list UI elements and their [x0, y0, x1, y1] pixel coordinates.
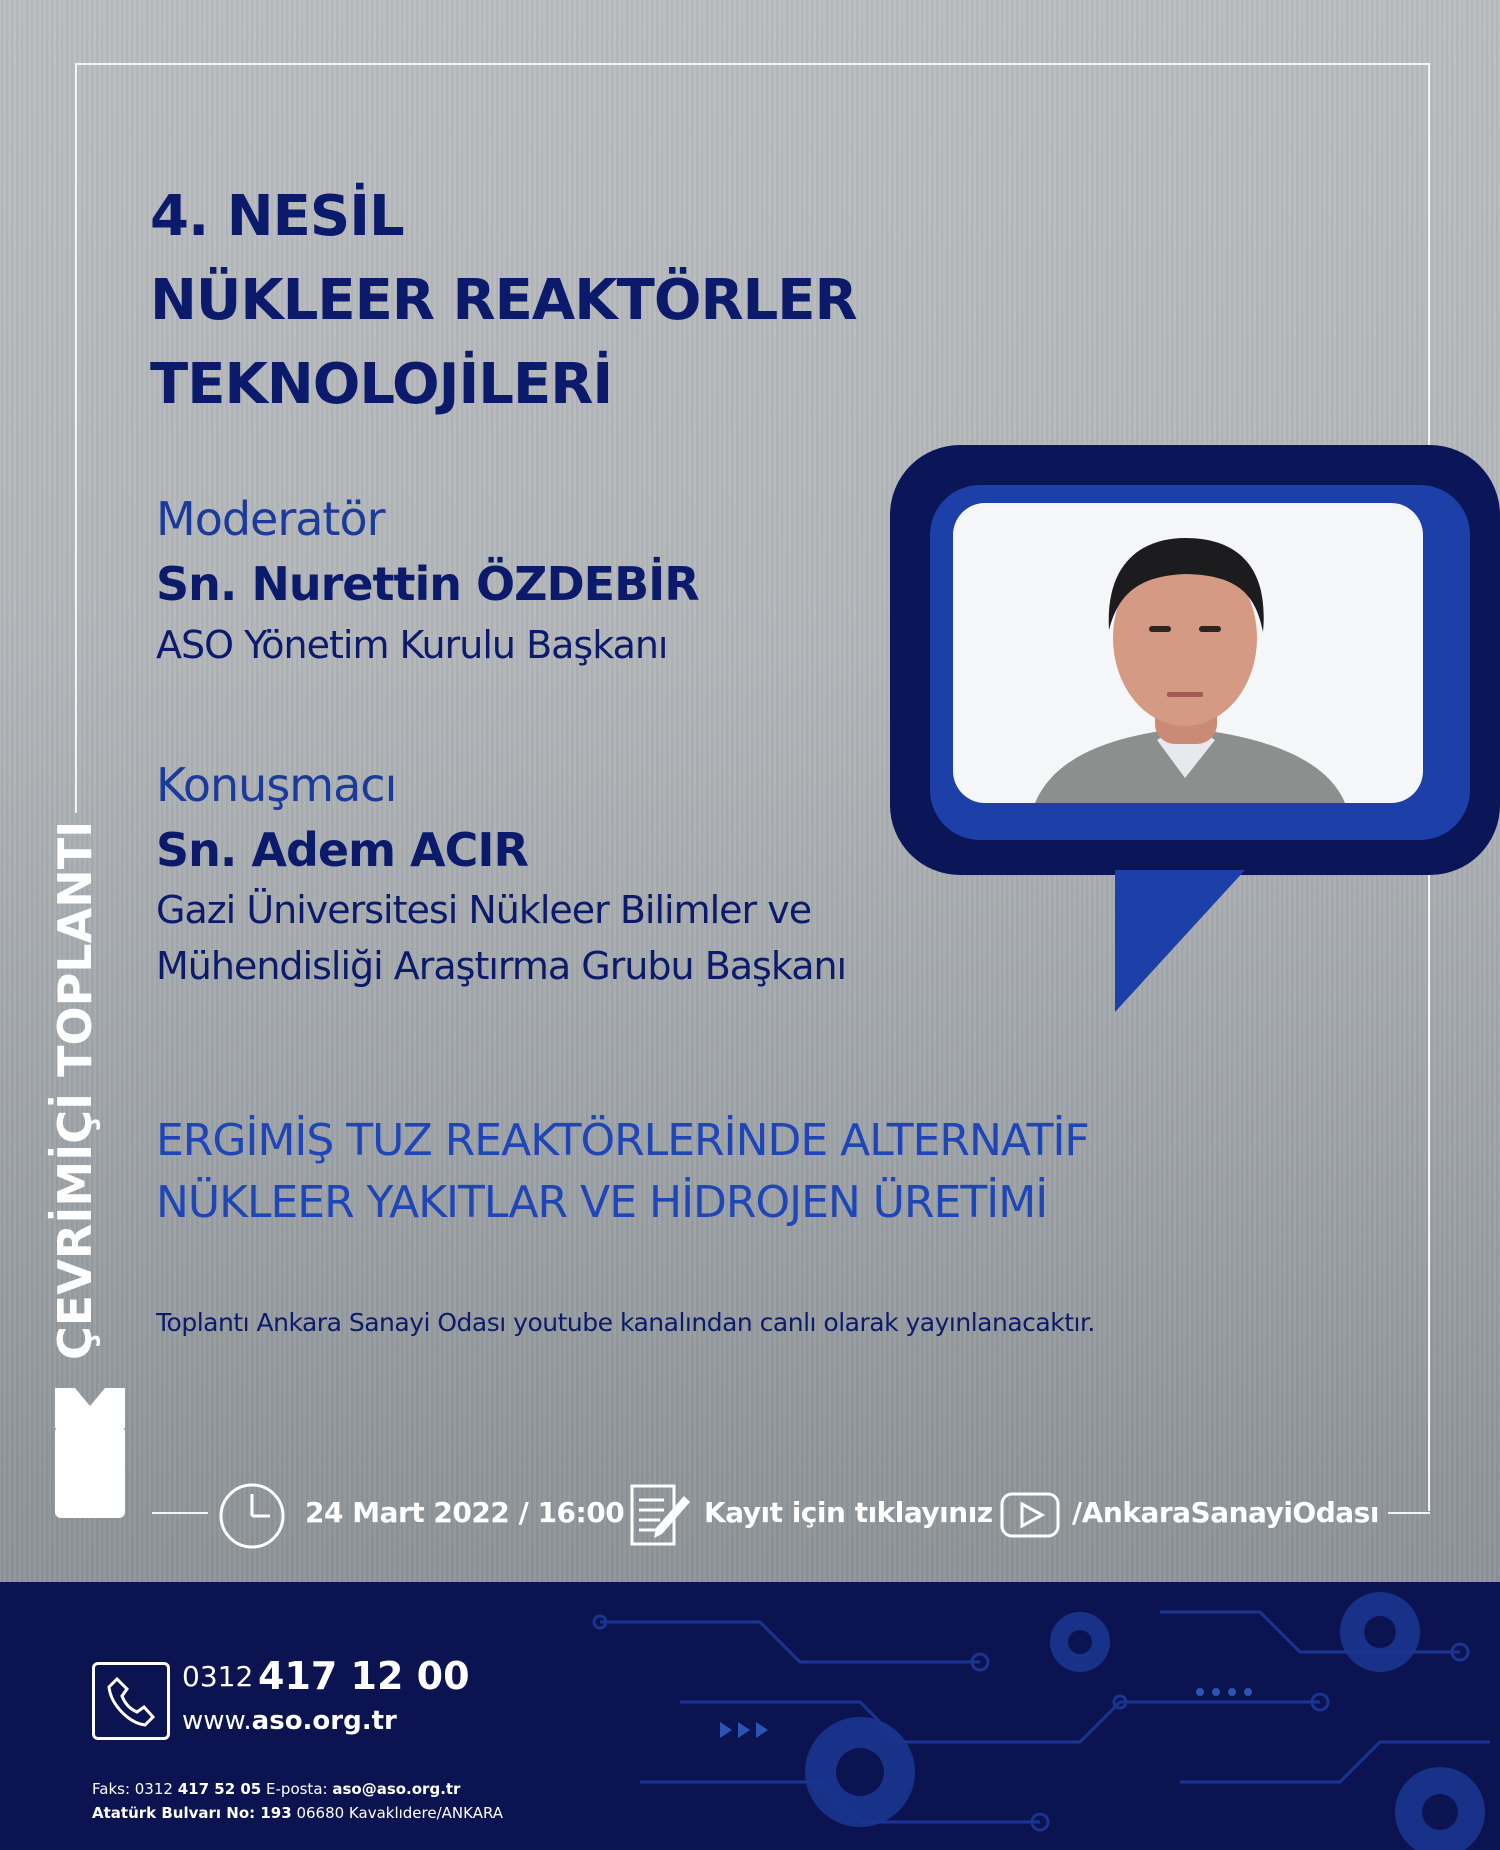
event-datetime: 24 Mart 2022 / 16:00: [305, 1495, 625, 1529]
register-link[interactable]: Kayıt için tıklayınız: [704, 1495, 993, 1529]
topic-line-1: ERGİMİŞ TUZ REAKTÖRLERİNDE ALTERNATİF: [156, 1115, 1089, 1166]
speaker-affiliation-line-1: Gazi Üniversitesi Nükleer Bilimler ve: [156, 888, 812, 932]
clock-icon: [218, 1482, 286, 1550]
speaker-role: Konuşmacı: [156, 758, 397, 812]
website[interactable]: [182, 1706, 397, 1736]
speaker-photo-bubble: [885, 440, 1500, 1015]
frame-left: [75, 63, 77, 813]
phone-number[interactable]: 417 12 00: [258, 1654, 470, 1698]
address-line: [92, 1804, 503, 1822]
event-title: [150, 175, 857, 427]
address-street: Atatürk Bulvarı No: 193: [92, 1804, 292, 1822]
camera-icon: [55, 1388, 125, 1520]
address-city: 06680 Kavaklıdere/ANKARA: [296, 1804, 504, 1822]
title-line-1: 4. NESİL: [150, 184, 404, 249]
footer: [0, 1582, 1500, 1850]
title-line-2: NÜKLEER REAKTÖRLER: [150, 268, 857, 333]
speaker-photo: [953, 503, 1423, 803]
topic-line-2: NÜKLEER YAKITLAR VE HİDROJEN ÜRETİMİ: [156, 1177, 1048, 1228]
fax-email-line: [92, 1780, 460, 1798]
email-label: E-posta:: [266, 1780, 328, 1798]
website-prefix: www.: [182, 1706, 252, 1736]
broadcast-note: Toplantı Ankara Sanayi Odası youtube kanalından canlı olarak yayınlanacaktır.: [156, 1308, 1095, 1337]
website-domain: aso.org.tr: [251, 1706, 397, 1736]
frame-top: [75, 63, 1430, 65]
moderator-affiliation: ASO Yönetim Kurulu Başkanı: [156, 623, 668, 667]
title-line-3: TEKNOLOJİLERİ: [150, 352, 613, 417]
online-meeting-label: ÇEVRİMİÇİ TOPLANTI: [48, 820, 102, 1360]
bar-line-right: [1388, 1512, 1430, 1514]
fax-number: 417 52 05: [177, 1780, 262, 1798]
email-address[interactable]: aso@aso.org.tr: [332, 1780, 461, 1798]
youtube-play-icon[interactable]: [1000, 1492, 1060, 1538]
speaker-affiliation-line-2: Mühendisliği Araştırma Grubu Başkanı: [156, 944, 847, 988]
phone-prefix: 0312: [182, 1660, 254, 1693]
phone-icon: [92, 1662, 170, 1740]
moderator-name: Sn. Nurettin ÖZDEBİR: [156, 557, 699, 611]
fax-label: Faks: 0312: [92, 1780, 173, 1798]
bar-line-left: [152, 1512, 208, 1514]
moderator-role: Moderatör: [156, 492, 385, 546]
talk-topic: [156, 1110, 1089, 1234]
document-pen-icon[interactable]: [628, 1482, 692, 1550]
youtube-channel-link[interactable]: /AnkaraSanayiOdası: [1072, 1495, 1379, 1529]
circuit-decoration: [560, 1582, 1500, 1850]
speaker-name: Sn. Adem ACIR: [156, 823, 528, 877]
speaker-affiliation: [156, 882, 846, 994]
